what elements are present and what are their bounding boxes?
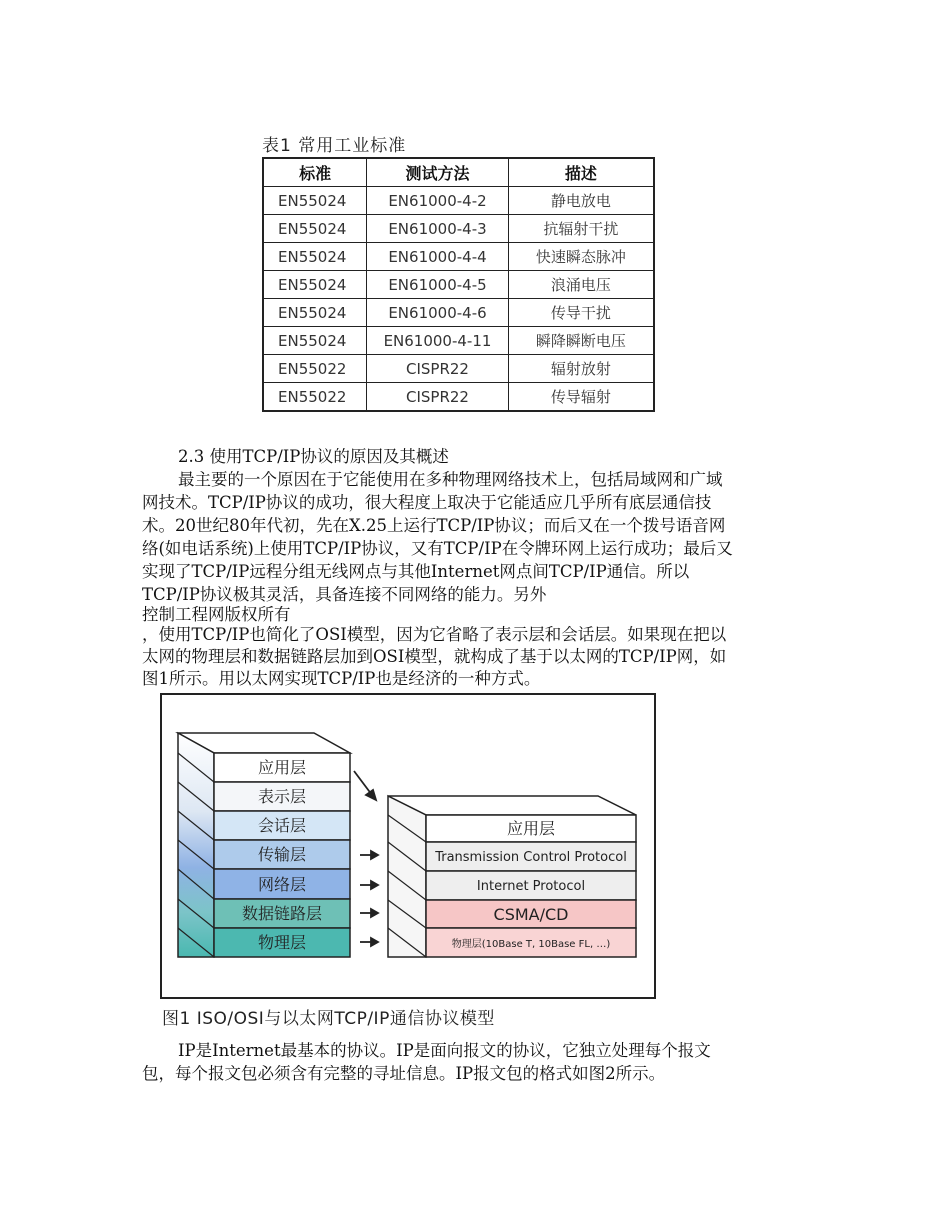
cell-test-method: CISPR22 [367,383,508,412]
paragraph-line: 络(如电话系统)上使用TCP/IP协议，又有TCP/IP在令牌环网上运行成功；最后又 [142,539,733,558]
osi-layer-application: 应用层 [257,758,307,777]
cell-description: 抗辐射干扰 [508,215,654,243]
paragraph-line: ，使用TCP/IP也简化了OSI模型，因为它省略了表示层和会话层。如果现在把以 [142,625,727,644]
cell-standard: EN55022 [263,355,367,383]
table-header-row [263,158,654,187]
table-row [263,215,654,243]
tcpip-layer-ip: Internet Protocol [476,879,586,894]
header-description: 描述 [508,158,654,187]
cell-description: 快速瞬态脉冲 [508,243,654,271]
arrow-icon [360,909,378,917]
table-row [263,187,654,215]
cell-test-method: EN61000-4-5 [367,271,508,299]
cell-test-method: EN61000-4-2 [367,187,508,215]
arrow-icon [360,851,378,859]
table-row [263,327,654,355]
cell-test-method: EN61000-4-11 [367,327,508,355]
cell-standard: EN55024 [263,327,367,355]
paragraph-line: 术。20世纪80年代初，先在X.25上运行TCP/IP协议；而后又在一个拨号语音网 [142,516,726,535]
cell-standard: EN55024 [263,299,367,327]
mapping-arrows [354,771,378,946]
tcpip-layer-application: 应用层 [506,819,556,838]
tcpip-layer-csma-cd: CSMA/CD [493,905,569,924]
paragraph-line: 图1所示。用以太网实现TCP/IP也是经济的一种方式。 [142,669,541,688]
cell-standard: EN55024 [263,187,367,215]
figure-caption: 图1 ISO/OSI与以太网TCP/IP通信协议模型 [162,1009,495,1029]
tcpip-layer-tcp: Transmission Control Protocol [435,850,627,865]
cell-description: 传导辐射 [508,383,654,412]
cell-test-method: EN61000-4-6 [367,299,508,327]
osi-layer-network: 网络层 [257,875,307,894]
tcpip-layer-physical: 物理层(10Base T, 10Base FL, …) [451,939,611,950]
cell-standard: EN55024 [263,215,367,243]
osi-layer-session: 会话层 [257,816,307,835]
cell-description: 静电放电 [508,187,654,215]
osi-layer-transport: 传输层 [257,845,307,864]
figure-osi-tcpip-model [160,693,656,999]
osi-stack [178,733,350,957]
paragraph-line: 网技术。TCP/IP协议的成功，很大程度上取决于它能适应几乎所有底层通信技 [142,493,712,512]
table-row [263,299,654,327]
cell-description: 瞬降瞬断电压 [508,327,654,355]
paragraph-line: 包，每个报文包必须含有完整的寻址信息。IP报文包的格式如图2所示。 [142,1064,666,1083]
paragraph-line: 实现了TCP/IP远程分组无线网点与其他Internet网点间TCP/IP通信。所以 [142,562,690,581]
copyright-notice: 控制工程网版权所有 [142,605,291,624]
table-row [263,383,654,412]
arrow-icon [360,938,378,946]
table-row [263,243,654,271]
cell-description: 浪涌电压 [508,271,654,299]
table-row [263,271,654,299]
osi-layer-physical: 物理层 [257,933,307,952]
cell-test-method: EN61000-4-3 [367,215,508,243]
osi-layer-presentation: 表示层 [257,787,307,806]
arrow-icon [360,881,378,889]
cell-description: 辐射放射 [508,355,654,383]
cell-standard: EN55024 [263,271,367,299]
standards-table [262,157,655,412]
cell-standard: EN55022 [263,383,367,412]
osi-layer-datalink: 数据链路层 [241,904,323,923]
arrow-icon [354,771,376,800]
table-row [263,355,654,383]
paragraph-line: TCP/IP协议极其灵活，具备连接不同网络的能力。另外 [142,585,547,604]
cell-test-method: EN61000-4-4 [367,243,508,271]
header-test-method: 测试方法 [367,158,508,187]
section-heading: 2.3 使用TCP/IP协议的原因及其概述 [178,447,449,466]
paragraph-line: 太网的物理层和数据链路层加到OSI模型，就构成了基于以太网的TCP/IP网，如 [142,647,727,666]
header-standard: 标准 [263,158,367,187]
table-caption: 表1 常用工业标准 [262,136,407,156]
cell-standard: EN55024 [263,243,367,271]
tcpip-stack [388,796,636,957]
paragraph-line: IP是Internet最基本的协议。IP是面向报文的协议，它独立处理每个报文 [178,1041,711,1060]
paragraph-line: 最主要的一个原因在于它能使用在多种物理网络技术上，包括局域网和广域 [178,470,723,489]
cell-test-method: CISPR22 [367,355,508,383]
cell-description: 传导干扰 [508,299,654,327]
